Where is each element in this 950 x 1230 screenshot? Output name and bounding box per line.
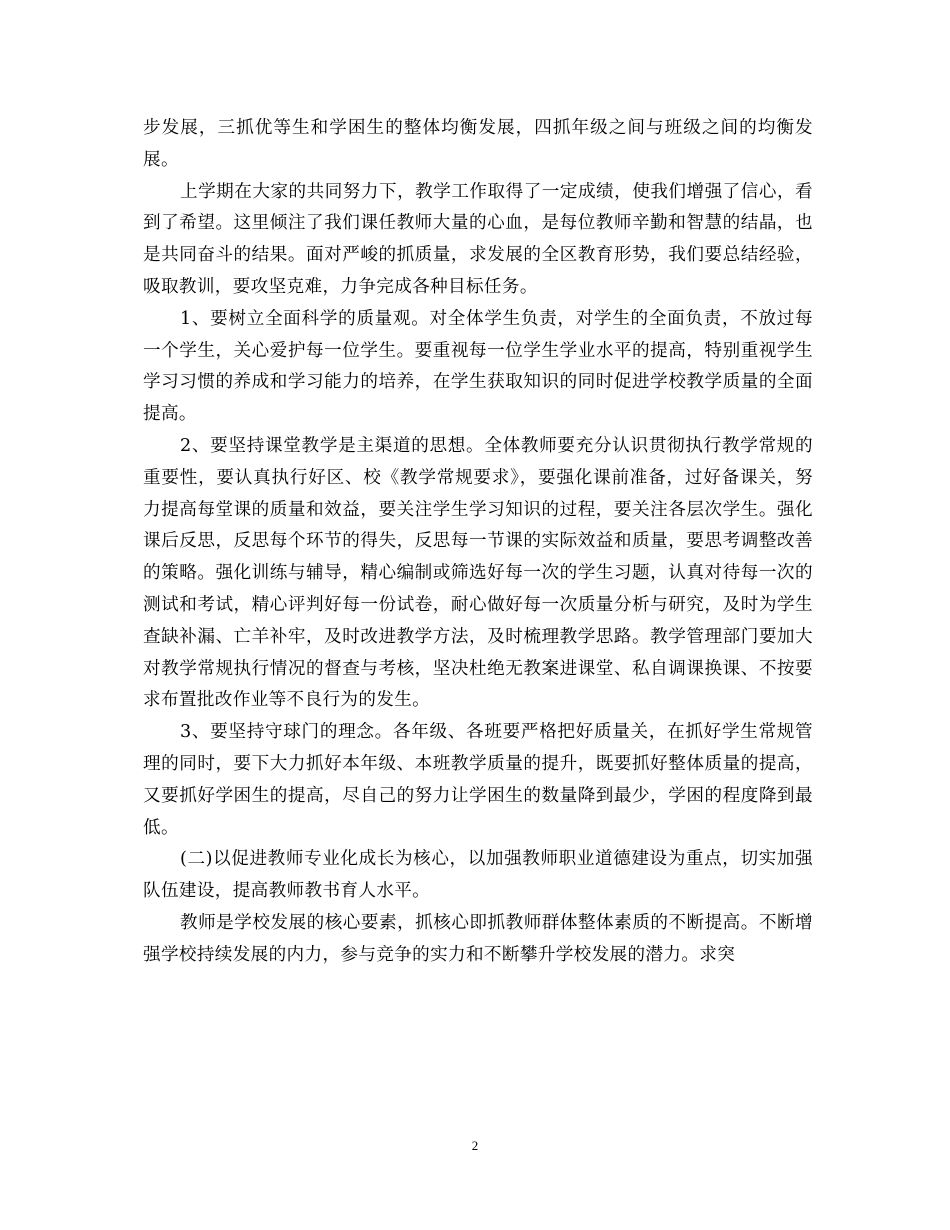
paragraph-point-3: 3、要坚持守球门的理念。各年级、各班要严格把好质量关，在抓好学生常规管理的同时，要下大力抓好本年级、本班教学质量的提升，既要抓好整体质量的提高，又要抓好学困生的提高，尽自己的努力让学困生的数量降到最少，学困的程度降到最低。: [143, 722, 813, 838]
paragraph-last-semester: 上学期在大家的共同努力下，教学工作取得了一定成绩，使我们增强了信心，看到了希望。这里倾注了我们课任教师大量的心血，是每位教师辛勤和智慧的结晶，也是共同奋斗的结果。面对严峻的抓质量，求发展的全区教育形势，我们要总结经验，吸取教训，要攻坚克难，力争完成各种目标任务。: [143, 181, 813, 297]
paragraph-continued: 步发展，三抓优等生和学困生的整体均衡发展，四抓年级之间与班级之间的均衡发展。: [143, 118, 813, 170]
paragraph-teachers: 教师是学校发展的核心要素，抓核心即抓教师群体整体素质的不断提高。不断增强学校持续发展的内力，参与竞争的实力和不断攀升学校发展的潜力。求突: [143, 912, 813, 965]
paragraph-point-1: 1、要树立全面科学的质量观。对全体学生负责，对学生的全面负责，不放过每一个学生，关心爱护每一位学生。要重视每一位学生学业水平的提高，特别重视学生学习习惯的养成和学习能力的培养，在学生获取知识的同时促进学校教学质量的全面提高。: [143, 308, 813, 425]
paragraph-point-2: 2、要坚持课堂教学是主渠道的思想。全体教师要充分认识贯彻执行教学常规的重要性，要认真执行好区、校《教学常规要求》，要强化课前准备，过好备课关，努力提高每堂课的质量和效益，要关注学生学习知识的过程，要关注各层次学生。强化课后反思，反思每个环节的得失，反思每一节课的实际效益和质量，要思考调整改善的策略。强化训练与辅导，精心编制或筛选好每一次的学生习题，认真对待每一次的测试和考试，精心评判好每一份试卷，耐心做好每一次质量分析与研究，及时为学生查缺补漏、亡羊补牢，及时改进教学方法，及时梳理教学思路。教学管理部门要加大对教学常规执行情况的督查与考核，坚决杜绝无教案进课堂、私自调课换课、不按要求布置批改作业等不良行为的发生。: [143, 435, 813, 711]
page-body: [143, 113, 813, 972]
page-number: 2: [471, 1138, 479, 1153]
section-heading-2: (二)以促进教师专业化成长为核心，以加强教师职业道德建设为重点，切实加强队伍建设，提高教师教书育人水平。: [143, 849, 813, 902]
